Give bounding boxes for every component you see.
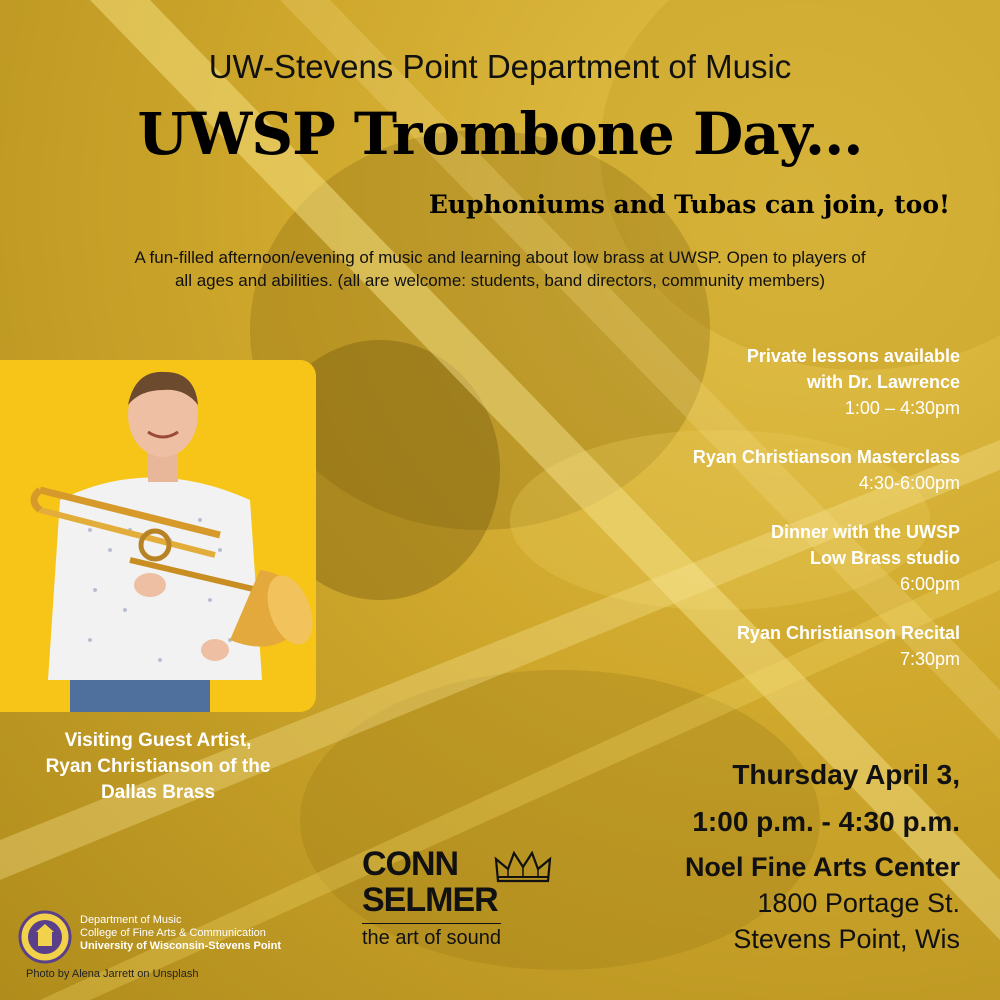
guest-artist-photo <box>0 360 316 712</box>
schedule-item-title: Ryan Christianson Recital <box>736 623 960 643</box>
schedule-item <box>560 343 960 421</box>
sponsor-name-line-1: CONN <box>362 845 459 883</box>
university-logo <box>18 910 318 960</box>
university-line-1: Department of Music <box>80 914 182 926</box>
schedule <box>560 343 960 695</box>
sponsor-logo <box>362 845 562 960</box>
intro-line-2: all ages and abilities. (all are welcome: students, band directors, community members) <box>174 271 826 290</box>
schedule-item-title: Private lessons available with Dr. Lawrence <box>746 346 960 392</box>
department-line: UW-Stevens Point Department of Music <box>208 48 792 85</box>
guest-artist-caption: Visiting Guest Artist, Ryan Christianson of the Dallas Brass <box>45 730 271 803</box>
schedule-item <box>560 519 960 597</box>
schedule-item-time: 4:30-6:00pm <box>858 473 960 493</box>
university-line-2: College of Fine Arts & Communication <box>80 927 266 939</box>
event-subtitle: Euphoniums and Tubas can join, too! <box>428 190 950 219</box>
event-address-line-2: Stevens Point, Wis <box>733 924 960 954</box>
schedule-item-time: 1:00 – 4:30pm <box>844 398 960 418</box>
schedule-item-time: 7:30pm <box>899 649 960 669</box>
schedule-item <box>560 444 960 496</box>
schedule-item-title: Dinner with the UWSP Low Brass studio <box>771 522 960 568</box>
crown-icon <box>494 851 552 885</box>
university-text <box>80 914 281 953</box>
event-info <box>685 755 960 957</box>
schedule-item <box>560 620 960 672</box>
sponsor-tagline: the art of sound <box>362 923 501 951</box>
schedule-item-time: 6:00pm <box>899 574 960 594</box>
intro-text <box>20 246 980 292</box>
schedule-item-title: Ryan Christianson Masterclass <box>692 447 960 467</box>
event-title: UWSP Trombone Day... <box>137 100 863 168</box>
event-address-line-1: 1800 Portage St. <box>757 888 960 918</box>
university-seal-icon <box>18 910 72 964</box>
event-date: Thursday April 3, <box>732 759 960 790</box>
guest-artist-illustration <box>0 360 316 712</box>
intro-line-1: A fun-filled afternoon/evening of music and learning about low brass at UWSP. Open to players of <box>134 248 866 267</box>
event-venue: Noel Fine Arts Center <box>684 852 960 882</box>
sponsor-name-line-2: SELMER <box>362 881 498 919</box>
event-time: 1:00 p.m. - 4:30 p.m. <box>692 806 960 837</box>
university-line-3: University of Wisconsin-Stevens Point <box>80 940 281 952</box>
photo-credit: Photo by Alena Jarrett on Unsplash <box>26 968 199 980</box>
